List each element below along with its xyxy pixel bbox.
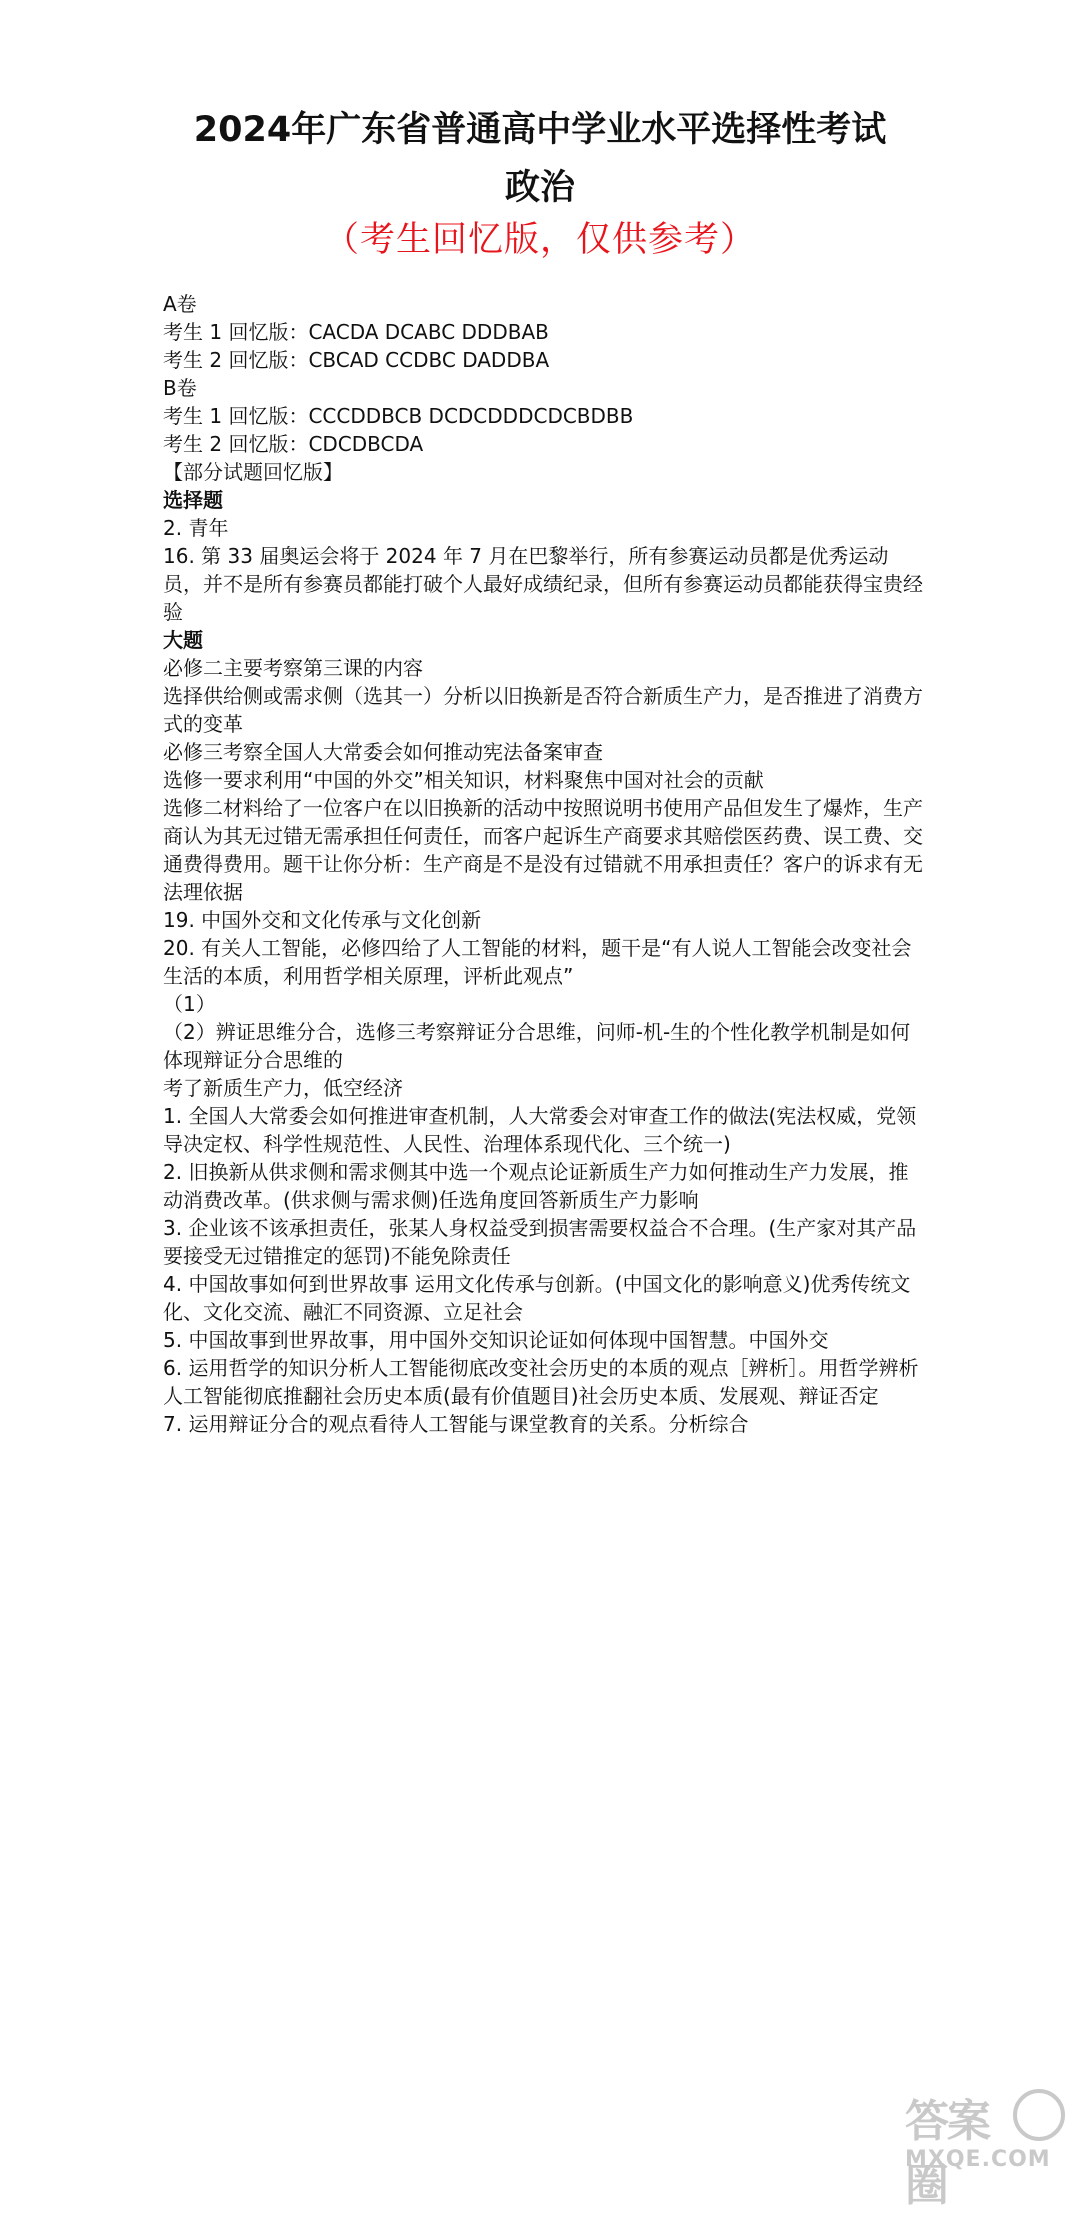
big-paragraph-6-line-1: 20. 有关人工智能，必修四给了人工智能的材料，题干是“有人说人工智能会改变社会生活的本质，利用哲学相关原理，评析此观点” (163, 936, 912, 988)
big-paragraph-6-line-2: （1） (163, 992, 216, 1016)
section-header: 【部分试题回忆版】 (163, 460, 343, 484)
subject-title: 政治 (504, 168, 575, 208)
numbered-item-4: 4. 中国故事如何到世界故事 运用文化传承与创新。(中国文化的影响意义)优秀传统文化、文化交流、融汇不同资源、立足社会 (163, 1272, 911, 1324)
choice-question-16: 16. 第 33 届奥运会将于 2024 年 7 月在巴黎举行，所有参赛运动员都是优秀运动员，并不是所有参赛员都能打破个人最好成绩纪录，但所有参赛运动员都能获得宝贵经验 (163, 544, 923, 624)
big-question-heading: 大题 (163, 628, 203, 652)
watermark-logo (905, 2085, 1075, 2211)
numbered-item-7: 7. 运用辩证分合的观点看待人工智能与课堂教育的关系。分析综合 (163, 1412, 749, 1436)
watermark-url: MXQE.COM (905, 2147, 1051, 2172)
paper-a-label: A卷 (163, 292, 197, 316)
big-paragraph-6-line-3: （2）辨证思维分合，选修三考察辩证分合思维，问师-机-生的个性化教学机制是如何体现辩证分合思维的 (163, 1020, 911, 1072)
paper-b-label: B卷 (163, 376, 197, 400)
big-paragraph-7: 考了新质生产力，低空经济 (163, 1076, 403, 1100)
numbered-item-3: 3. 企业该不该承担责任，张某人身权益受到损害需要权益合不合理。(生产家对其产品要接受无过错推定的惩罚)不能免除责任 (163, 1216, 917, 1268)
choice-heading: 选择题 (163, 488, 223, 512)
numbered-item-1: 1. 全国人大常委会如何推进审查机制，人大常委会对审查工作的做法(宪法权威，党领导决定权、科学性规范性、人民性、治理体系现代化、三个统一) (163, 1104, 917, 1156)
version-note: （考生回忆版，仅供参考） (323, 220, 756, 260)
big-paragraph-1-line-1: 必修二主要考察第三课的内容 (163, 656, 423, 680)
numbered-item-5: 5. 中国故事到世界故事，用中国外交知识论证如何体现中国智慧。中国外交 (163, 1328, 829, 1352)
watermark-circle-icon (1013, 2089, 1065, 2141)
paper-b-answer-1: 考生 1 回忆版：CCCDDBCB DCDCDDDCDCBDBB (163, 404, 634, 428)
numbered-item-2: 2. 旧换新从供求侧和需求侧其中选一个观点论证新质生产力如何推动生产力发展，推动消费改革。(供求侧与需求侧)任选角度回答新质生产力影响 (163, 1160, 909, 1212)
big-paragraph-2: 必修三考察全国人大常委会如何推动宪法备案审查 (163, 740, 603, 764)
numbered-item-6: 6. 运用哲学的知识分析人工智能彻底改变社会历史的本质的观点［辨析］。用哲学辨析人工智能彻底推翻社会历史本质(最有价值题目)社会历史本质、发展观、辩证否定 (163, 1356, 919, 1408)
paper-a-answer-1: 考生 1 回忆版：CACDA DCABC DDDBAB (163, 320, 549, 344)
watermark-text: 答案圈 (905, 2096, 989, 2211)
big-paragraph-3: 选修一要求利用“中国的外交”相关知识，材料聚焦中国对社会的贡献 (163, 768, 764, 792)
big-paragraph-4: 选修二材料给了一位客户在以旧换新的活动中按照说明书使用产品但发生了爆炸，生产商认为其无过错无需承担任何责任，而客户起诉生产商要求其赔偿医药费、误工费、交通费得费用。题干让你分析：生产商是不是没有过错就不用承担责任？客户的诉求有无法理依据 (163, 796, 923, 904)
paper-b-answer-2: 考生 2 回忆版：CDCDBCDA (163, 432, 424, 456)
choice-question-2: 2. 青年 (163, 516, 229, 540)
document-title: 2024年广东省普通高中学业水平选择性考试 (193, 110, 887, 150)
big-paragraph-1-line-2: 选择供给侧或需求侧（选其一）分析以旧换新是否符合新质生产力，是否推进了消费方式的变革 (163, 684, 923, 736)
document-body (163, 290, 923, 1438)
paper-a-answer-2: 考生 2 回忆版：CBCAD CCDBC DADDBA (163, 348, 550, 372)
big-paragraph-5: 19. 中国外交和文化传承与文化创新 (163, 908, 482, 932)
